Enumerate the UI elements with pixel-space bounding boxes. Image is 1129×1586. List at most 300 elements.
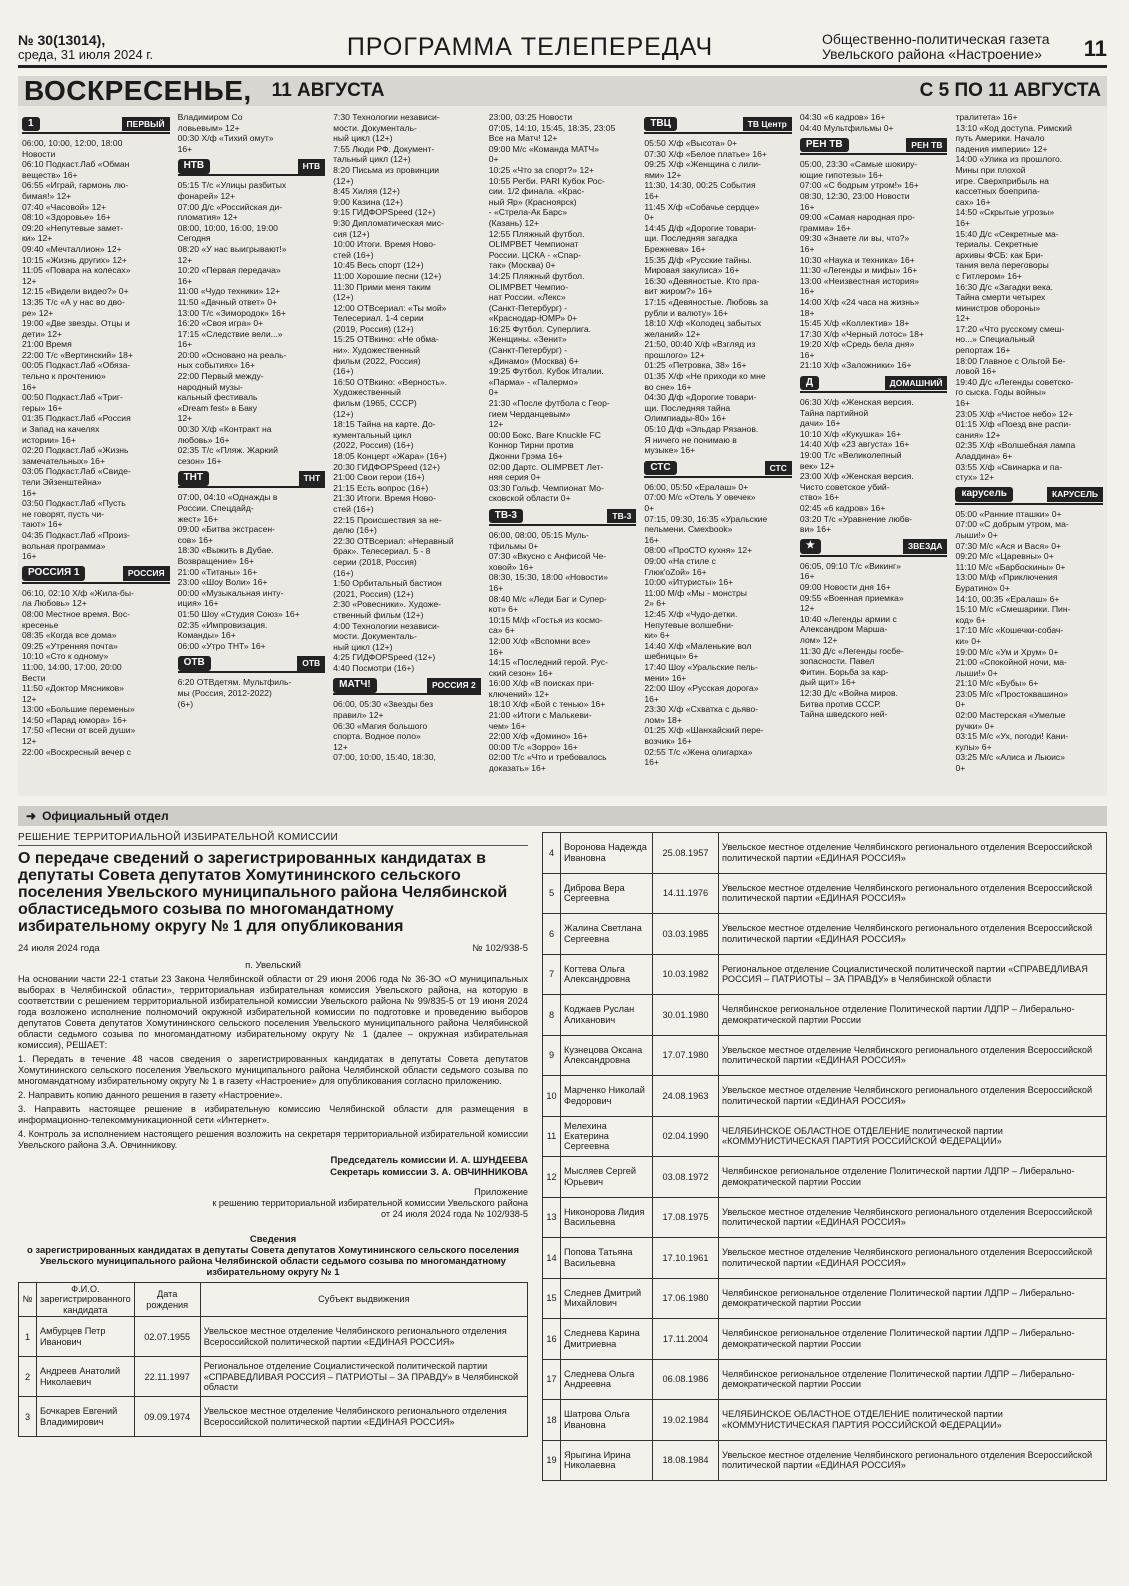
program-line: 13:00 «Неизвестная история» (799, 275, 920, 286)
program-line: правил» 12+ (333, 710, 384, 721)
program-line: 17:40 Шоу «Уральские пель- (644, 661, 758, 672)
program-line: Вести (22, 672, 46, 683)
program-line: 14:00 Х/ф «24 часа на жизнь» (799, 296, 920, 307)
program-line: 02:00 Т/с «Что и требовалось (488, 752, 607, 763)
program-line: фильм (1965, СССР) (333, 398, 417, 409)
program-line: 07:30 «Вкусно с Анфисой Че- (488, 551, 607, 562)
program-line: го сыска. Годы войны» (955, 387, 1046, 398)
program-line: Брежнева» 16+ (644, 243, 706, 254)
candidate-number: 17 (543, 1359, 561, 1400)
table-row (543, 1197, 1107, 1238)
program-line: Глюк'oZой» 16+ (644, 566, 707, 577)
tv-program-section (18, 76, 1107, 796)
program-line: 13:00 Т/с «Зимородок» 16+ (177, 307, 286, 318)
program-line: тания вела переговоры (955, 260, 1049, 271)
program-line: 12+ (177, 413, 193, 424)
program-line: Тайна смерти четырех (955, 292, 1046, 303)
decision-date: 24 июля 2024 года (18, 943, 100, 954)
program-line: 17:20 «Что русскому смеш- (955, 323, 1065, 334)
table-row (19, 1397, 528, 1437)
decision-title: О передаче сведений о зарегистрированных кандидатах в депутаты Совета депутатов Хомутининского сельского поселения Увельского муниципального района Челябинской областиседьмого созыва по многомандатному избирательному округу № 1 для опубликования (18, 850, 508, 935)
program-line: 06:00, 05:50 «Ералаш» 0+ (644, 481, 749, 492)
program-line: щи. Последняя тайна (644, 402, 731, 413)
program-line: 16+ (644, 190, 659, 201)
candidate-birth-date: 22.11.1997 (134, 1357, 200, 1397)
candidate-birth-date: 30.01.1980 (653, 995, 719, 1036)
program-line: 12+ (22, 693, 37, 704)
program-line: 10:45 Весь спорт (12+) (333, 260, 424, 271)
program-line: ный цикл (12+) (333, 641, 393, 652)
channel-bar (800, 137, 948, 155)
program-line: во сне» 16+ (644, 381, 692, 392)
program-line: 01:35 Подкаст.Лаб «Россия (22, 413, 131, 424)
program-line: спорта. Водное поло» (333, 731, 421, 742)
program-line: 04:30 «6 кадров» 16+ (799, 112, 886, 122)
tv-column (800, 112, 948, 792)
program-line: 19:40 Д/с «Легенды советско- (955, 376, 1074, 387)
program-line: 01:50 Шоу «Студия Союз» 16+ (177, 608, 300, 619)
program-line: 16+ (799, 286, 815, 297)
program-line: 19:00 М/с «Ум и Хрум» 0+ (955, 646, 1059, 657)
program-line: Битва против СССР. (799, 698, 881, 709)
decision-number: № 102/938-5 (472, 943, 528, 954)
candidate-subject: Увельское местное отделение Челябинского регионального отделения Всероссийской политической партии «ЕДИНАЯ РОССИЯ» (719, 1035, 1107, 1076)
program-line: ки» 6+ (644, 630, 670, 641)
program-line: 10:15 «Жизнь других» 12+ (22, 254, 127, 265)
program-line: 22:00 Первый между- (177, 371, 264, 382)
candidate-birth-date: 03.08.1972 (653, 1157, 719, 1198)
program-line: (6+) (177, 698, 194, 709)
table-row (543, 1116, 1107, 1157)
channel-bar (178, 470, 326, 488)
channel-bar (22, 116, 170, 134)
program-line: 2» 6+ (644, 598, 667, 609)
program-line: 07:15, 09:30, 16:35 «Уральские (644, 513, 768, 524)
program-line: ный Яр» (Красноярск) (488, 196, 577, 207)
program-line: пельмени. Смехbook» (644, 524, 733, 535)
table-row (543, 995, 1107, 1036)
program-line: сии. 1/2 финала. «Крас- (488, 186, 585, 197)
decision-meta (18, 943, 528, 954)
program-line: 09:00 «На стиле с (644, 555, 716, 566)
program-line: и Запад на качелях (22, 424, 100, 435)
candidate-number: 15 (543, 1278, 561, 1319)
program-line: 12:00 ОТВсериал: «Ты мой» (333, 302, 447, 313)
program-line: (Санкт-Петербург) - (488, 345, 568, 356)
table-row (19, 1317, 528, 1357)
program-line: Женщины. «Зенит» (488, 334, 567, 345)
program-line: 16:00 Х/ф «В поисках при- (488, 678, 595, 689)
channel-header (178, 470, 326, 488)
candidate-name: Следнева Карина Дмитриевна (561, 1319, 653, 1360)
program-line: ви» 16+ (799, 524, 832, 535)
program-line: 12+ (333, 741, 348, 752)
program-line: 08:35 «Когда все дома» (22, 630, 117, 641)
program-line: ющие гипотезы» 16+ (799, 169, 883, 180)
program-line: 0+ (955, 699, 966, 710)
program-line: Тайна партийной (799, 407, 869, 418)
decision-column (18, 832, 528, 1481)
channel-bar (178, 655, 326, 673)
candidate-name: Никонорова Лидия Васильевна (561, 1197, 653, 1238)
program-line: 13:00 «Большие перемены» (22, 704, 135, 715)
program-line: 22:00 «Воскресный вечер с (22, 746, 131, 757)
candidate-subject: Челябинское региональное отделение Политической партии ЛДПР – Либерально-демократической партии России (719, 1319, 1107, 1360)
program-line: 13:10 «Код доступа. Римский (955, 122, 1072, 133)
program-line: ни». Художественный (333, 345, 420, 356)
candidate-subject: Увельское местное отделение Челябинского регионального отделения Всероссийской политической партии «ЕДИНАЯ РОССИЯ» (719, 1238, 1107, 1279)
decision-item: 4. Контроль за исполнением настоящего решения возложить на секретаря территориальной избирательной комиссии Увельского района З.А. Овчинникову. (18, 1129, 528, 1150)
program-line: 22:00 Шоу «Русская дорога» (644, 683, 759, 694)
secretary-signature: Секретарь комиссии З. А. ОВЧИННИКОВА (330, 1167, 528, 1178)
candidate-birth-date: 06.08.1986 (653, 1359, 719, 1400)
channel-header (800, 137, 948, 155)
program-line: 12:00 Х/ф «Вспомни все» (488, 635, 591, 646)
program-line: тельно к прочтению» (22, 371, 106, 382)
program-line: 16:30 «Девяностые. Кто пра- (644, 275, 760, 286)
program-line: иция» 16+ (177, 598, 219, 609)
candidate-number: 9 (543, 1035, 561, 1076)
program-line: Чисто советское убий- (799, 481, 890, 492)
candidate-name: Амбурцев Петр Иванович (37, 1317, 135, 1357)
candidate-number: 10 (543, 1076, 561, 1117)
program-line: 05:10 Д/ф «Эльдар Рязанов. (644, 424, 759, 435)
program-line: 03:15 М/с «Ух, погоди! Кани- (955, 731, 1069, 742)
program-line: 08:20 «У нас выигрывают!» (177, 243, 287, 254)
program-line: Мировая закулиса» 16+ (644, 265, 740, 276)
program-line: лыши!» 0+ (955, 667, 998, 678)
program-line: министров обороны» (955, 302, 1041, 313)
program-line: стей (16+) (333, 503, 374, 514)
program-line: 16:20 «Своя игра» 0+ (177, 318, 264, 329)
program-line: 02:35 «Импровизация. (177, 619, 268, 630)
program-line: ство» 16+ (799, 492, 840, 503)
program-line: 20:30 ГИДФОРSpeed (12+) (333, 461, 440, 472)
program-line: тралитета» 16+ (955, 112, 1018, 122)
program-line: 4:25 ГИДФОРSpeed (12+) (333, 652, 436, 663)
program-line: 11:30 Д/с «Легенды госбе- (799, 645, 904, 656)
table-row (543, 873, 1107, 914)
program-line: дачи» 16+ (799, 418, 841, 429)
program-line: 12+ (22, 275, 37, 286)
program-line: век» 12+ (799, 460, 835, 471)
program-line: 19:00 «Две звезды. Отцы и (22, 318, 130, 329)
appendix-ref: к решению территориальной избирательной комиссии Увельского района (212, 1198, 528, 1208)
chairman-signature: Председатель комиссии И. А. ШУНДЕЕВА (330, 1155, 528, 1166)
program-line: 16+ (644, 693, 659, 704)
candidate-subject: Увельское местное отделение Челябинского регионального отделения Всероссийской политической партии «ЕДИНАЯ РОССИЯ» (719, 914, 1107, 955)
program-line: Возвращение» 16+ (177, 555, 254, 566)
program-line: 16+ (644, 757, 659, 768)
channel-header (800, 375, 948, 393)
program-line: гием Черданцевым» (488, 408, 571, 419)
program-line: 11:00 «Чудо техники» 12+ (177, 286, 281, 297)
program-line: 09:00 «Самая народная про- (799, 212, 915, 223)
program-line: Владимиром Со (177, 112, 243, 122)
program-line: 15:35 Д/ф «Русские тайны. (644, 254, 752, 265)
program-line: 05:00 «Ранние пташки» 0+ (955, 508, 1062, 519)
candidate-name: Следнев Дмитрий Михайлович (561, 1278, 653, 1319)
channel-header (644, 460, 792, 478)
program-line: дый щит» 16+ (799, 677, 856, 688)
program-line: Джонни Грэма 16+ (488, 451, 563, 461)
program-line: 14:50 «Скрытые угрозы» (955, 207, 1055, 218)
candidate-number: 19 (543, 1440, 561, 1481)
channel-header (489, 508, 637, 526)
program-line: народный музы- (177, 381, 243, 392)
program-line: 21:10 Х/ф «Заложники» 16+ (799, 360, 912, 371)
program-line: 07:05, 14:10, 15:45, 18:35, 23:05 (488, 122, 616, 133)
candidate-number: 4 (543, 833, 561, 874)
candidate-subject: ЧЕЛЯБИНСКОЕ ОБЛАСТНОЕ ОТДЕЛЕНИЕ политической партии «КОММУНИСТИЧЕСКАЯ ПАРТИЯ РОССИЙСКОЙ ФЕДЕРАЦИИ» (719, 1116, 1107, 1157)
program-line: Художественный (333, 387, 401, 398)
channel-header (178, 655, 326, 673)
program-line: ный цикл (12+) (333, 133, 393, 144)
program-line: 12+ (22, 736, 37, 747)
program-line: тфильмы 0+ (488, 540, 539, 551)
program-line: 06:10 Подкаст.Лаб «Обман (22, 159, 130, 170)
program-line: Все на Матч! 12+ (488, 133, 558, 144)
program-line: 12+ (177, 254, 193, 265)
program-line: 21:30 Итоги. Время Ново- (333, 493, 436, 504)
channel-header (22, 116, 170, 134)
channel-logo-icon: СТС (644, 461, 676, 476)
program-line: (2019, Россия) (12+) (333, 323, 414, 334)
program-line: 10:10 Х/ф «Кукушка» 16+ (799, 428, 901, 439)
program-line: кассетных боеприпа- (955, 186, 1040, 197)
program-line: рубли и валюту» 16+ (644, 307, 729, 318)
program-line: «Краснодар-ЮМР» 0+ (488, 313, 578, 324)
candidate-birth-date: 17.10.1961 (653, 1238, 719, 1279)
program-line: сковской области 0+ (488, 493, 571, 504)
program-line: 21:10 М/с «Бубы» 6+ (955, 678, 1039, 689)
candidate-birth-date: 17.06.1980 (653, 1278, 719, 1319)
candidate-subject: ЧЕЛЯБИНСКОЕ ОБЛАСТНОЕ ОТДЕЛЕНИЕ политической партии «КОММУНИСТИЧЕСКАЯ ПАРТИЯ РОССИЙСКОЙ ФЕДЕРАЦИИ» (719, 1400, 1107, 1441)
candidate-number: 8 (543, 995, 561, 1036)
program-line: с Гитлером» 16+ (955, 270, 1022, 281)
paper-line-1: Общественно-политическая газета (822, 31, 1050, 47)
candidate-birth-date: 17.08.1975 (653, 1197, 719, 1238)
program-line: 21:15 Есть вопрос (16+) (333, 482, 429, 493)
program-line: 1:50 Орбитальный бастион (333, 578, 442, 589)
header-fio: Ф.И.О. зарегистрированного кандидата (37, 1283, 135, 1317)
candidate-number: 1 (19, 1317, 37, 1357)
program-line: 18+ (799, 307, 815, 318)
program-line: России. ЦСКА - «Спар- (488, 249, 581, 260)
program-line: ных событиях» 16+ (177, 360, 255, 371)
candidate-number: 5 (543, 873, 561, 914)
program-line: Мины при плохой (955, 164, 1026, 175)
program-line: 06:00 «Утро ТНТ» 16+ (177, 640, 266, 651)
channel-bar (489, 508, 637, 526)
program-line: 01:25 Х/ф «Шанхайский пере- (644, 725, 764, 736)
program-line: 14:40 Х/ф «Маленькие вол (644, 640, 752, 651)
program-line: 11:10 М/с «Барбоскины» 0+ (955, 561, 1066, 572)
candidate-number: 16 (543, 1319, 561, 1360)
program-line: 00:30 Х/ф «Контракт на (177, 424, 272, 435)
program-line: Олимпиады-80» 16+ (644, 413, 727, 424)
program-line: 9:15 ГИДФОРSpeed (12+) (333, 207, 436, 218)
program-line: Я ничего не понимаю в (644, 434, 737, 445)
program-line: 21:30 «После футбола с Геор- (488, 398, 610, 409)
program-line: зопасности. Павел (799, 656, 875, 667)
decision-item: 1. Передать в течение 48 часов сведения о зарегистрированных кандидатах в депутаты Совета депутатов Хомутининского сельского поселения Увельского муниципального района Челябинской области седьмого созыва по многомандатному избирательному округу № 1 в газету «Настроение» для опубликования согласно приложению. (18, 1054, 528, 1086)
program-line: 22:00 Т/с «Вертинский» 18+ (22, 349, 133, 360)
program-line: 21:00 Свои герои (16+) (333, 472, 425, 483)
table-row (543, 1400, 1107, 1441)
channel-name: СТС (765, 461, 792, 476)
candidate-birth-date: 03.03.1985 (653, 914, 719, 955)
program-line: 16+ (799, 349, 815, 360)
program-line: ключений» 12+ (488, 688, 550, 699)
program-line: 23:05 Х/ф «Чистое небо» 12+ (955, 408, 1074, 419)
program-line: 23:05 М/с «Простоквашино» (955, 688, 1069, 699)
program-line: 00:30 Х/ф «Тихий омут» (177, 133, 274, 144)
channel-logo-icon: ТВ-3 (489, 509, 523, 524)
program-line: 11:00, 14:00, 17:00, 20:00 (22, 661, 122, 672)
program-line: Новости (22, 148, 56, 159)
program-line: (12+) (333, 175, 354, 186)
program-line: 16+ (488, 646, 504, 657)
program-line: нат России. «Лекс» (488, 292, 566, 303)
program-line: 07:00 «С добрым утром, ма- (955, 519, 1069, 530)
tv-column (333, 112, 481, 792)
program-line: 15:40 Д/с «Секретные ма- (955, 228, 1059, 239)
appendix-date: от 24 июля 2024 года № 102/938-5 (380, 1209, 528, 1219)
program-line: 02:45 «6 кадров» 16+ (799, 503, 886, 513)
candidate-subject: Челябинское региональное отделение Политической партии ЛДПР – Либерально-демократической партии России (719, 995, 1107, 1036)
program-line: Александром Марша- (799, 624, 888, 635)
program-line: 4:00 Технологии независи- (333, 620, 440, 631)
candidate-number: 11 (543, 1116, 561, 1157)
program-line: 9:00 Казина (12+) (333, 196, 403, 207)
program-line: 16:50 ОТВкино: «Верность». (333, 376, 448, 387)
program-line: 02:20 Подкаст.Лаб «Жизнь (22, 445, 129, 456)
program-line: 23:00, 03:25 Новости (488, 112, 573, 122)
program-line: 06:55 «Играй, гармонь лю- (22, 180, 129, 191)
program-line: не говорят, пусть чи- (22, 508, 105, 519)
program-line: 16+ (22, 487, 37, 498)
program-line: геры» 16+ (22, 402, 63, 413)
program-line: Команды» 16+ (177, 630, 236, 641)
candidate-birth-date: 09.09.1974 (134, 1397, 200, 1437)
program-line: (16+) (333, 366, 354, 377)
program-line: 21:00 «Итоги с Малькеви- (488, 710, 592, 721)
program-line: 08:00, 10:00, 16:00, 19:00 (177, 222, 278, 233)
svod-heading (18, 1234, 528, 1278)
candidate-name: Кузнецова Оксана Александровна (561, 1035, 653, 1076)
program-line: игре. Сверхприбыль на (955, 175, 1049, 186)
program-line: 03:50 Подкаст.Лаб «Пусть (22, 498, 126, 509)
svod-title: Сведения (249, 1234, 297, 1245)
tv-week-range: С 5 ПО 11 АВГУСТА (919, 80, 1101, 101)
program-line: 08:30, 12:30, 23:00 Новости (799, 190, 910, 201)
program-line: истории» 16+ (22, 434, 76, 445)
program-line: вит жиром?» 16+ (644, 286, 713, 297)
program-line: 17:30 Х/ф «Черный лотос» 18+ (799, 328, 924, 339)
channel-name: РЕН ТВ (906, 138, 947, 153)
candidate-name: Жалина Светлана Сергеевна (561, 914, 653, 955)
program-line: 09:20 М/с «Царевны» 0+ (955, 551, 1054, 562)
program-line: 19:00 Т/с «Великолепный (799, 450, 902, 461)
tv-day-header (18, 76, 1107, 106)
candidate-number: 6 (543, 914, 561, 955)
candidate-birth-date: 02.04.1990 (653, 1116, 719, 1157)
program-line: ла Любовь» 12+ (22, 598, 87, 609)
program-line: 00:00 Бокс. Bare Knuckle FC (488, 429, 601, 440)
program-line: 11:45 Х/ф «Собачье сердце» (644, 201, 760, 212)
program-line: фильм (2022, Россия) (333, 355, 421, 366)
candidate-name: Диброва Вера Сергеевна (561, 873, 653, 914)
channel-name: ДОМАШНИЙ (885, 376, 948, 391)
candidate-subject: Челябинское региональное отделение Политической партии ЛДПР – Либерально-демократической партии России (719, 1278, 1107, 1319)
program-line: 0+ (644, 212, 655, 223)
program-line: сия (12+) (333, 228, 370, 239)
program-line: тели Эйзенштейна» (22, 477, 102, 487)
program-line: 8:20 Письма из провинции (333, 164, 440, 175)
channel-logo-icon: РЕН ТВ (800, 138, 849, 153)
section-title: ПРОГРАММА ТЕЛЕПЕРЕДАЧ (346, 33, 714, 61)
decision-item: 2. Направить копию данного решения в газету «Настроение». (18, 1090, 283, 1100)
program-line: 02:00 Мастерская «Умелые (955, 710, 1066, 721)
program-line: 07:00 «С бодрым утром!» 16+ (799, 180, 919, 191)
program-line: 11:00 М/ф «Мы - монстры (644, 587, 747, 598)
channel-name: РОССИЯ 2 (427, 678, 481, 693)
candidate-subject: Увельское местное отделение Челябинского регионального отделения Всероссийской политической партии «ЕДИНАЯ РОССИЯ» (719, 1440, 1107, 1481)
channel-name: КАРУСЕЛЬ (1047, 487, 1103, 502)
program-line: жест» 16+ (177, 513, 219, 524)
program-line: любовь» 16+ (177, 434, 230, 445)
program-line: бимая!» 12+ (22, 190, 72, 201)
program-line: 22:00 Х/ф «Домино» 16+ (488, 731, 588, 742)
appendix-note (18, 1187, 528, 1220)
program-line: 2:30 «Ровесники». Художе- (333, 599, 442, 610)
program-line: падения империи» 12+ (955, 143, 1048, 154)
official-section-label: ➜ Официальный отдел (42, 809, 169, 823)
page-number: 11 (1083, 36, 1107, 61)
candidate-name: Мысляев Сергей Юрьевич (561, 1157, 653, 1198)
tv-column (955, 112, 1103, 792)
program-line: 16+ (22, 381, 37, 392)
program-line: Непутевые волшебни- (644, 619, 734, 630)
decision-place: п. Увельский (245, 960, 301, 971)
candidate-subject: Челябинское региональное отделение Политической партии ЛДПР – Либерально-демократической партии России (719, 1359, 1107, 1400)
program-line: 18:10 Х/ф «Колодец забытых (644, 318, 762, 329)
program-line: 7:55 Люди РФ. Документ- (333, 143, 435, 154)
program-line: брак». Телесериал. 5 - 8 (333, 546, 431, 557)
candidate-number: 12 (543, 1157, 561, 1198)
program-line: пломатия» 12+ (177, 212, 238, 223)
program-line: 05:15 Т/с «Улицы разбитых (177, 180, 287, 191)
program-line: ре» 12+ (22, 307, 54, 318)
program-line: ки» 0+ (955, 635, 981, 646)
program-line: 18:30 «Выжить в Дубае. (177, 545, 274, 556)
program-line: 00:00 Т/с «Зорро» 16+ (488, 741, 578, 752)
channel-header (644, 116, 792, 134)
candidate-birth-date: 10.03.1982 (653, 954, 719, 995)
program-line: так» (Москва) 0+ (488, 260, 556, 271)
channel-header (955, 487, 1103, 505)
decision-item: 3. Направить настоящее решение в избирательную комиссию Челябинской области для размещения в информационно-телекоммуникационной сети «Интернет». (18, 1104, 528, 1125)
table-row (543, 954, 1107, 995)
program-line: 21:00 «Спокойной ночи, ма- (955, 657, 1067, 668)
channel-bar (955, 487, 1103, 505)
channel-name: ТВ Центр (743, 117, 792, 132)
program-line: 08:00 «ПроСТО кухня» 12+ (644, 545, 753, 556)
program-line: 11:50 «Дачный ответ» 0+ (177, 296, 278, 307)
program-line: 10:40 «Легенды армии с (799, 613, 897, 624)
tv-columns (18, 106, 1107, 792)
